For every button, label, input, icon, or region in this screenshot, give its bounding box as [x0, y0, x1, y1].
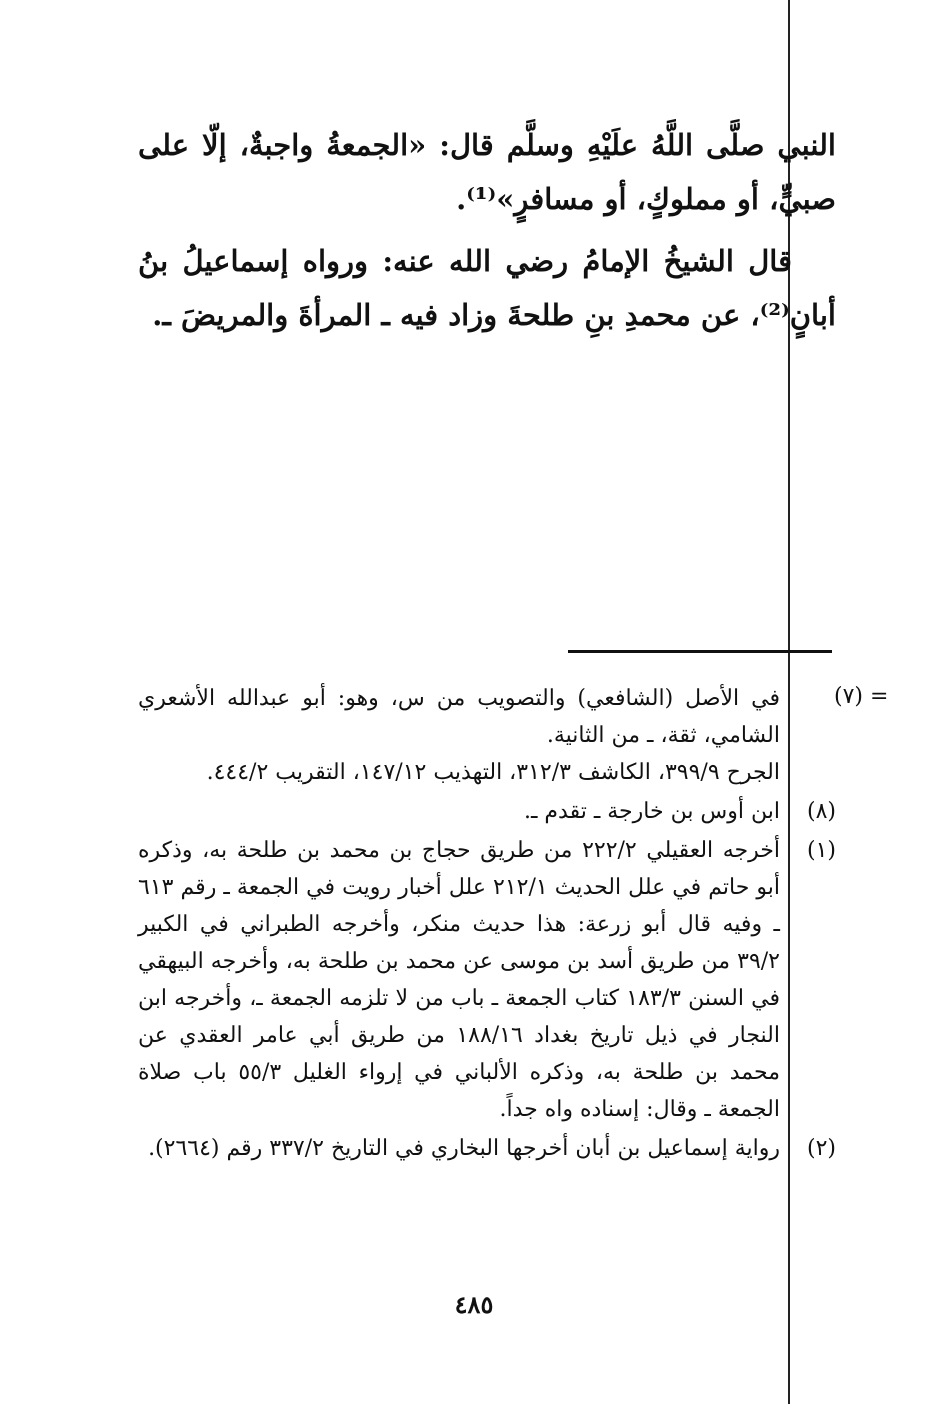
footnote-line: أخرجه العقيلي ٢٢٢/٢ من طريق حجاج بن محمد بن طلحة به، وذكره أبو حاتم في علل الحديث ٢١٢/١ علل أخبار رويت في الجمعة ـ رقم ٦١٣ ـ وفيه قال أبو زرعة: هذا حديث منكر، وأخرجه الطبراني في الكبير ٣٩/٢ من طريق أسد بن موسى عن محمد بن طلحة به، وأخرجه البيهقي في السنن ١٨٣/٣ كتاب الجمعة ـ باب من لا تلزمه الجمعة ـ، وأخرجه ابن النجار في ذيل تاريخ بغداد ١٨٨/١٦ من طريق أبي عامر العقدي عن محمد بن طلحة به، وذكره الألباني في إرواء الغليل ٥٥/٣ باب صلاة الجمعة ـ وقال: إسناده واه جداً.: [138, 838, 780, 1122]
footnote-number: [780, 680, 838, 791]
footnotes: [138, 680, 838, 1169]
footnote-8: [138, 793, 838, 830]
footnote-body: [138, 832, 780, 1128]
page-number: ٤٨٥: [454, 1290, 494, 1319]
footnote-body: [138, 793, 780, 830]
footnote-number: (٢): [806, 1136, 836, 1161]
footnote-body: [138, 1130, 780, 1167]
footnote-continuation-mark: = (٧): [834, 684, 889, 709]
main-text: [138, 118, 836, 350]
footnote-number: (١): [806, 838, 836, 863]
footnote-2: [138, 1130, 838, 1167]
footnote-line: ابن أوس بن خارجة ـ تقدم ـ.: [523, 799, 780, 824]
footnote-number: (٨): [806, 799, 836, 824]
footnote-line: في الأصل (الشافعي) والتصويب من س، وهو: أبو عبدالله الأشعري الشامي، ثقة، ـ من الثانية.: [138, 686, 780, 748]
footnote-7: [138, 680, 838, 791]
footnote-line: رواية إسماعيل بن أبان أخرجها البخاري في التاريخ ٣٣٧/٢ رقم (٢٦٦٤).: [148, 1136, 780, 1161]
footnote-1: [138, 832, 838, 1128]
main-paragraph-1: النبي صلَّى اللَّهُ علَيْهِ وسلَّم قال: «الجمعةُ واجبةٌ، إلّا على صبيٍّ، أو مملوكٍ، أو مسافرٍ»⁽¹⁾.: [138, 128, 836, 216]
footnote-separator: [568, 650, 832, 653]
main-paragraph-2: قال الشيخُ الإمامُ رضي الله عنه: ورواه إسماعيلُ بنُ أبانٍ⁽²⁾، عن محمدِ بنِ طلحةَ وزاد فيه ـ المرأةَ والمريضَ ـ.: [138, 244, 836, 332]
footnote-line: الجرح ٣٩٩/٩، الكاشف ٣١٢/٣، التهذيب ١٤٧/١٢، التقريب ٤٤٤/٢.: [206, 760, 780, 785]
footnote-body: [138, 680, 780, 791]
